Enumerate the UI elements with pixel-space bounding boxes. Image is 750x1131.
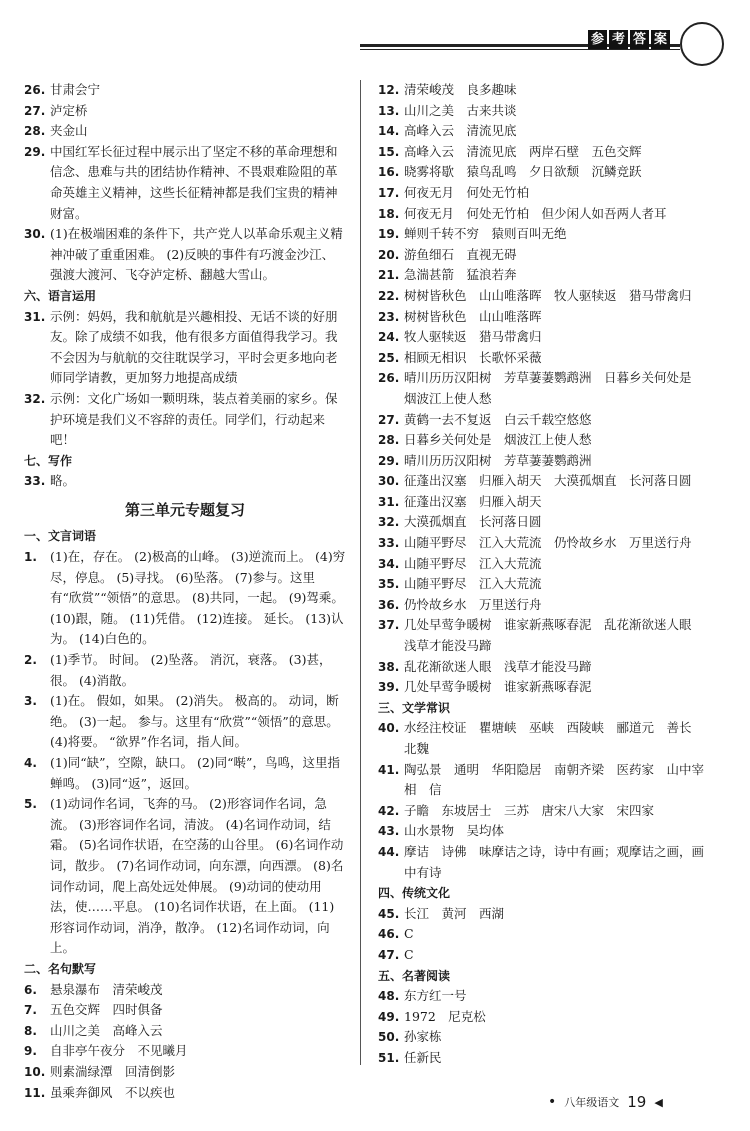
answer-item bbox=[378, 512, 708, 533]
answer-char: 案 bbox=[651, 30, 670, 49]
item-text: 夹金山 bbox=[50, 123, 88, 139]
item-text: 晴川历历汉阳树 芳草萋萋鹦鹉洲 日暮乡关何处是 烟波江上使人愁 bbox=[404, 370, 705, 406]
item-number: 26. bbox=[378, 371, 400, 386]
item-text: 略。 bbox=[50, 473, 76, 489]
answer-item bbox=[378, 657, 708, 678]
answer-item bbox=[378, 80, 708, 101]
footer-arrow-icon: ◀ bbox=[654, 1095, 663, 1109]
answer-item bbox=[378, 162, 708, 183]
item-number: 43. bbox=[378, 824, 400, 839]
item-text: 树树皆秋色 山山唯落晖 bbox=[404, 308, 542, 324]
answer-item bbox=[378, 451, 708, 472]
page-number: 19 bbox=[627, 1093, 647, 1111]
item-number: 23. bbox=[378, 309, 400, 324]
item-text: 晴川历历汉阳树 芳草萋萋鹦鹉洲 bbox=[404, 452, 592, 468]
answer-tag bbox=[588, 30, 670, 49]
answer-item bbox=[378, 327, 708, 348]
item-text: 日暮乡关何处是 烟波江上使人愁 bbox=[404, 432, 592, 448]
answer-item bbox=[24, 224, 346, 286]
item-number: 7. bbox=[24, 1003, 37, 1018]
item-number: 48. bbox=[378, 989, 400, 1004]
item-text: C bbox=[404, 946, 414, 962]
answer-item bbox=[378, 410, 708, 431]
item-text: 何夜无月 何处无竹柏 bbox=[404, 184, 530, 200]
answer-item bbox=[24, 142, 346, 224]
answer-item bbox=[378, 760, 708, 801]
item-number: 15. bbox=[378, 144, 400, 159]
item-number: 10. bbox=[24, 1064, 46, 1079]
item-number: 19. bbox=[378, 227, 400, 242]
column-divider bbox=[360, 80, 361, 1065]
item-text: 孙家栋 bbox=[404, 1029, 442, 1045]
right-column bbox=[378, 80, 708, 1069]
section-heading: 一、文言词语 bbox=[24, 529, 97, 544]
item-text: 高峰入云 清流见底 两岸石壁 五色交辉 bbox=[404, 143, 642, 159]
answer-item bbox=[378, 348, 708, 369]
item-text: 几处早莺争暖树 谁家新燕啄春泥 bbox=[404, 679, 592, 695]
item-text: (1)在，存在。 (2)极高的山峰。 (3)逆流而上。 (4)穷尽，停息。 (5)寻找。 (6)坠落。 (7)参与。这里有“欣赏”“领悟”的意思。 (8)共同，一起。 (9)驾乘。 (10)跟，随。 (11)凭借。 (12)连接。 延长。 (13)认为。 (14)白色的。 bbox=[50, 549, 346, 647]
answer-item bbox=[378, 677, 708, 698]
item-number: 11. bbox=[24, 1085, 46, 1100]
item-number: 51. bbox=[378, 1050, 400, 1065]
answer-item bbox=[24, 794, 346, 959]
item-text: 山随平野尽 江入大荒流 bbox=[404, 555, 542, 571]
answer-item bbox=[24, 753, 346, 794]
answer-item bbox=[24, 121, 346, 142]
item-number: 41. bbox=[378, 762, 400, 777]
item-text: 虽乘奔御风 不以疾也 bbox=[50, 1084, 176, 1100]
answer-item bbox=[378, 121, 708, 142]
answer-char: 考 bbox=[609, 30, 628, 49]
item-number: 33. bbox=[378, 536, 400, 551]
item-text: 子瞻 东坡居士 三苏 唐宋八大家 宋四家 bbox=[404, 802, 655, 818]
item-text: 山川之美 高峰入云 bbox=[50, 1022, 163, 1038]
item-text: 东方红一号 bbox=[404, 988, 467, 1004]
item-text: 陶弘景 通明 华阳隐居 南朝齐梁 医药家 山中宰相 信 bbox=[404, 761, 705, 798]
item-number: 4. bbox=[24, 756, 37, 770]
page-footer bbox=[548, 1093, 663, 1111]
answer-item bbox=[378, 204, 708, 225]
item-number: 31. bbox=[378, 494, 400, 509]
answer-item bbox=[378, 554, 708, 575]
answer-item bbox=[378, 615, 708, 656]
item-text: 高峰入云 清流见底 bbox=[404, 123, 517, 139]
item-number: 16. bbox=[378, 165, 400, 180]
item-number: 32. bbox=[378, 515, 400, 530]
item-text: 山随平野尽 江入大荒流 仍怜故乡水 万里送行舟 bbox=[404, 535, 692, 551]
answer-item bbox=[378, 801, 708, 822]
item-number: 20. bbox=[378, 247, 400, 262]
item-number: 38. bbox=[378, 659, 400, 674]
section-heading: 三、文学常识 bbox=[378, 700, 451, 715]
item-text: 悬泉瀑布 清荣峻茂 bbox=[50, 981, 163, 997]
section-heading: 六、语言运用 bbox=[24, 288, 97, 303]
item-number: 2. bbox=[24, 653, 37, 668]
item-text: 仍怜故乡水 万里送行舟 bbox=[404, 596, 542, 612]
section-heading: 七、写作 bbox=[24, 453, 73, 468]
item-text: 何夜无月 何处无竹柏 但少闲人如吾两人者耳 bbox=[404, 205, 667, 221]
answer-item bbox=[378, 183, 708, 204]
item-text: 相顾无相识 长歌怀采薇 bbox=[404, 349, 542, 365]
item-text: 牧人驱犊返 猎马带禽归 bbox=[404, 329, 542, 345]
answer-item bbox=[378, 924, 708, 945]
section-heading: 五、名著阅读 bbox=[378, 968, 451, 983]
item-number: 17. bbox=[378, 185, 400, 200]
answer-item bbox=[24, 547, 346, 650]
item-text: 示例：文化广场如一颗明珠，装点着美丽的家乡。保护环境是我们义不容辞的责任。同学们，行动起来吧！ bbox=[50, 390, 338, 448]
answer-item bbox=[378, 430, 708, 451]
item-number: 28. bbox=[378, 433, 400, 448]
item-number: 13. bbox=[378, 103, 400, 118]
item-number: 35. bbox=[378, 577, 400, 592]
item-number: 14. bbox=[378, 124, 400, 139]
item-number: 34. bbox=[378, 556, 400, 571]
answer-item bbox=[378, 142, 708, 163]
item-number: 27. bbox=[24, 103, 46, 118]
answer-item bbox=[378, 1048, 708, 1069]
item-number: 3. bbox=[24, 694, 37, 709]
item-number: 30. bbox=[378, 474, 400, 489]
item-number: 46. bbox=[378, 927, 400, 942]
section-heading: 二、名句默写 bbox=[24, 961, 97, 976]
item-number: 44. bbox=[378, 844, 400, 859]
answer-item bbox=[24, 650, 346, 691]
item-text: 几处早莺争暖树 谁家新燕啄春泥 乱花渐欲迷人眼 浅草才能没马蹄 bbox=[404, 617, 705, 654]
item-text: 示例：妈妈，我和航航是兴趣相投、无话不谈的好朋友。除了成绩不如我，他有很多方面值得我学习。我不会因为与航航的交往耽误学习，平时会更多地向老师同学请教，更加努力地提高成绩 bbox=[50, 308, 338, 386]
answer-item bbox=[378, 595, 708, 616]
item-number: 8. bbox=[24, 1023, 37, 1038]
item-number: 27. bbox=[378, 412, 400, 427]
item-number: 47. bbox=[378, 947, 400, 962]
item-number: 31. bbox=[24, 309, 46, 324]
item-text: 山水景物 吴均体 bbox=[404, 823, 505, 839]
answer-item bbox=[378, 842, 708, 883]
item-number: 29. bbox=[24, 144, 46, 159]
item-text: (1)在极端困难的条件下，共产党人以革命乐观主义精神冲破了重重困难。 (2)反映的事件有巧渡金沙江、强渡大渡河、飞夺泸定桥、翻越大雪山。 bbox=[50, 226, 343, 283]
answer-item bbox=[378, 821, 708, 842]
item-text: 蝉则千转不穷 猿则百叫无绝 bbox=[404, 226, 567, 242]
item-text: 急湍甚箭 猛浪若奔 bbox=[404, 267, 517, 283]
item-number: 29. bbox=[378, 453, 400, 468]
answer-item bbox=[24, 389, 346, 451]
item-number: 28. bbox=[24, 124, 46, 139]
answer-item bbox=[378, 986, 708, 1007]
answer-item bbox=[24, 1062, 346, 1083]
answer-item bbox=[24, 1041, 346, 1062]
answer-char: 参 bbox=[588, 30, 607, 49]
answer-char: 答 bbox=[630, 30, 649, 49]
item-number: 21. bbox=[378, 268, 400, 283]
item-number: 25. bbox=[378, 350, 400, 365]
item-number: 32. bbox=[24, 391, 46, 406]
item-number: 24. bbox=[378, 330, 400, 345]
item-number: 50. bbox=[378, 1030, 400, 1045]
item-text: 征蓬出汉塞 归雁入胡天 大漠孤烟直 长河落日圆 bbox=[404, 473, 692, 489]
item-text: 山随平野尽 江入大荒流 bbox=[404, 576, 542, 592]
item-text: (1)动词作名词，飞奔的马。 (2)形容词作名词，急流。 (3)形容词作名词，清波。 (4)名词作动词，结霜。 (5)名词作状语，在空荡的山谷里。 (6)名词作动词，散步。 (7)名词作动词，向东漂，向西漂。 (8)名词作动词，爬上高处远处伸展。 (9)动词的使动用法，使……平息。 (10)名词作状语，在上面。 (11)形容词作动词，消净，散净。 (12)名词作动词，向上。 bbox=[50, 796, 344, 956]
item-number: 39. bbox=[378, 680, 400, 695]
item-text: 五色交辉 四时俱备 bbox=[50, 1002, 163, 1018]
item-number: 1. bbox=[24, 550, 37, 565]
item-number: 18. bbox=[378, 206, 400, 221]
item-number: 6. bbox=[24, 982, 37, 997]
answer-item bbox=[24, 1000, 346, 1021]
answer-item bbox=[378, 471, 708, 492]
answer-item bbox=[24, 1083, 346, 1104]
answer-item bbox=[24, 1021, 346, 1042]
item-text: 自非亭午夜分 不见曦月 bbox=[50, 1043, 188, 1059]
answer-item bbox=[378, 245, 708, 266]
item-number: 26. bbox=[24, 83, 46, 97]
item-text: 黄鹤一去不复返 白云千载空悠悠 bbox=[404, 411, 592, 427]
header-rule-thin bbox=[360, 49, 680, 50]
footer-grade: 八年级语文 bbox=[564, 1096, 620, 1109]
item-text: 长江 黄河 西湖 bbox=[404, 905, 505, 921]
item-text: 清荣峻茂 良多趣味 bbox=[404, 82, 517, 97]
item-text: 山川之美 古来共谈 bbox=[404, 102, 517, 118]
answer-item bbox=[378, 904, 708, 925]
item-text: (1)在。 假如，如果。 (2)消失。 极高的。 动词，断绝。 (3)一起。 参与。这里有“欣赏”“领悟”的意思。 (4)将要。 “欲界”作名词，指人间。 bbox=[50, 693, 339, 750]
answer-item bbox=[378, 224, 708, 245]
item-number: 9. bbox=[24, 1044, 37, 1059]
answer-item bbox=[378, 1027, 708, 1048]
answer-item bbox=[378, 533, 708, 554]
answer-item bbox=[378, 945, 708, 966]
item-text: 游鱼细石 直视无碍 bbox=[404, 246, 517, 262]
item-text: 大漠孤烟直 长河落日圆 bbox=[404, 514, 542, 530]
item-text: 水经注校证 瞿塘峡 巫峡 西陵峡 郦道元 善长 北魏 bbox=[404, 720, 705, 756]
item-number: 33. bbox=[24, 474, 46, 489]
answer-item bbox=[378, 574, 708, 595]
item-text: 中国红军长征过程中展示出了坚定不移的革命理想和信念、患难与共的团结协作精神、不畏艰难险阻的革命英雄主义精神，这些长征精神都是我们宝贵的精神财富。 bbox=[50, 143, 338, 221]
item-number: 40. bbox=[378, 721, 400, 736]
item-number: 37. bbox=[378, 618, 400, 633]
answer-item bbox=[24, 471, 346, 492]
item-number: 22. bbox=[378, 288, 400, 303]
answer-item bbox=[24, 691, 346, 753]
answer-item bbox=[378, 1007, 708, 1028]
item-text: 则素湍绿潭 回清倒影 bbox=[50, 1063, 176, 1079]
item-text: 1972 尼克松 bbox=[404, 1008, 486, 1024]
item-text: C bbox=[404, 926, 414, 942]
item-number: 42. bbox=[378, 803, 400, 818]
answer-item bbox=[378, 368, 708, 409]
answer-item bbox=[24, 101, 346, 122]
item-number: 36. bbox=[378, 597, 400, 612]
item-number: 5. bbox=[24, 797, 37, 812]
answer-item bbox=[378, 286, 708, 307]
left-column bbox=[24, 80, 346, 1103]
item-text: 泸定桥 bbox=[50, 102, 88, 118]
answer-item bbox=[378, 265, 708, 286]
item-number: 12. bbox=[378, 83, 400, 97]
answer-item bbox=[24, 980, 346, 1001]
item-text: 征蓬出汉塞 归雁入胡天 bbox=[404, 493, 542, 509]
item-number: 30. bbox=[24, 227, 46, 242]
unit-title: 第三单元专题复习 bbox=[124, 500, 245, 519]
item-text: 摩诘 诗佛 味摩诘之诗，诗中有画；观摩诘之画，画中有诗 bbox=[404, 843, 705, 880]
item-text: (1)季节。 时间。 (2)坠落。 消沉，衰落。 (3)甚，很。 (4)消散。 bbox=[50, 652, 332, 688]
section-heading: 四、传统文化 bbox=[378, 886, 451, 901]
item-number: 45. bbox=[378, 906, 400, 921]
answer-item bbox=[378, 492, 708, 513]
answer-item bbox=[378, 101, 708, 122]
answer-item bbox=[378, 307, 708, 328]
item-text: 树树皆秋色 山山唯落晖 牧人驱犊返 猎马带禽归 bbox=[404, 287, 692, 303]
footer-bullet: • bbox=[548, 1094, 557, 1110]
item-text: (1)同“缺”，空隙，缺口。 (2)同“啭”，鸟鸣，这里指蝉鸣。 (3)同“返”，返回。 bbox=[50, 755, 340, 791]
item-text: 晓雾将歇 猿鸟乱鸣 夕日欲颓 沉鳞竞跃 bbox=[404, 164, 642, 180]
item-number: 49. bbox=[378, 1009, 400, 1024]
publisher-logo-icon bbox=[680, 22, 724, 66]
item-text: 任新民 bbox=[404, 1049, 442, 1065]
answer-item bbox=[24, 307, 346, 389]
item-text: 乱花渐欲迷人眼 浅草才能没马蹄 bbox=[404, 658, 592, 674]
item-text: 甘肃会宁 bbox=[50, 82, 101, 97]
answer-item bbox=[378, 718, 708, 759]
answer-item bbox=[24, 80, 346, 101]
